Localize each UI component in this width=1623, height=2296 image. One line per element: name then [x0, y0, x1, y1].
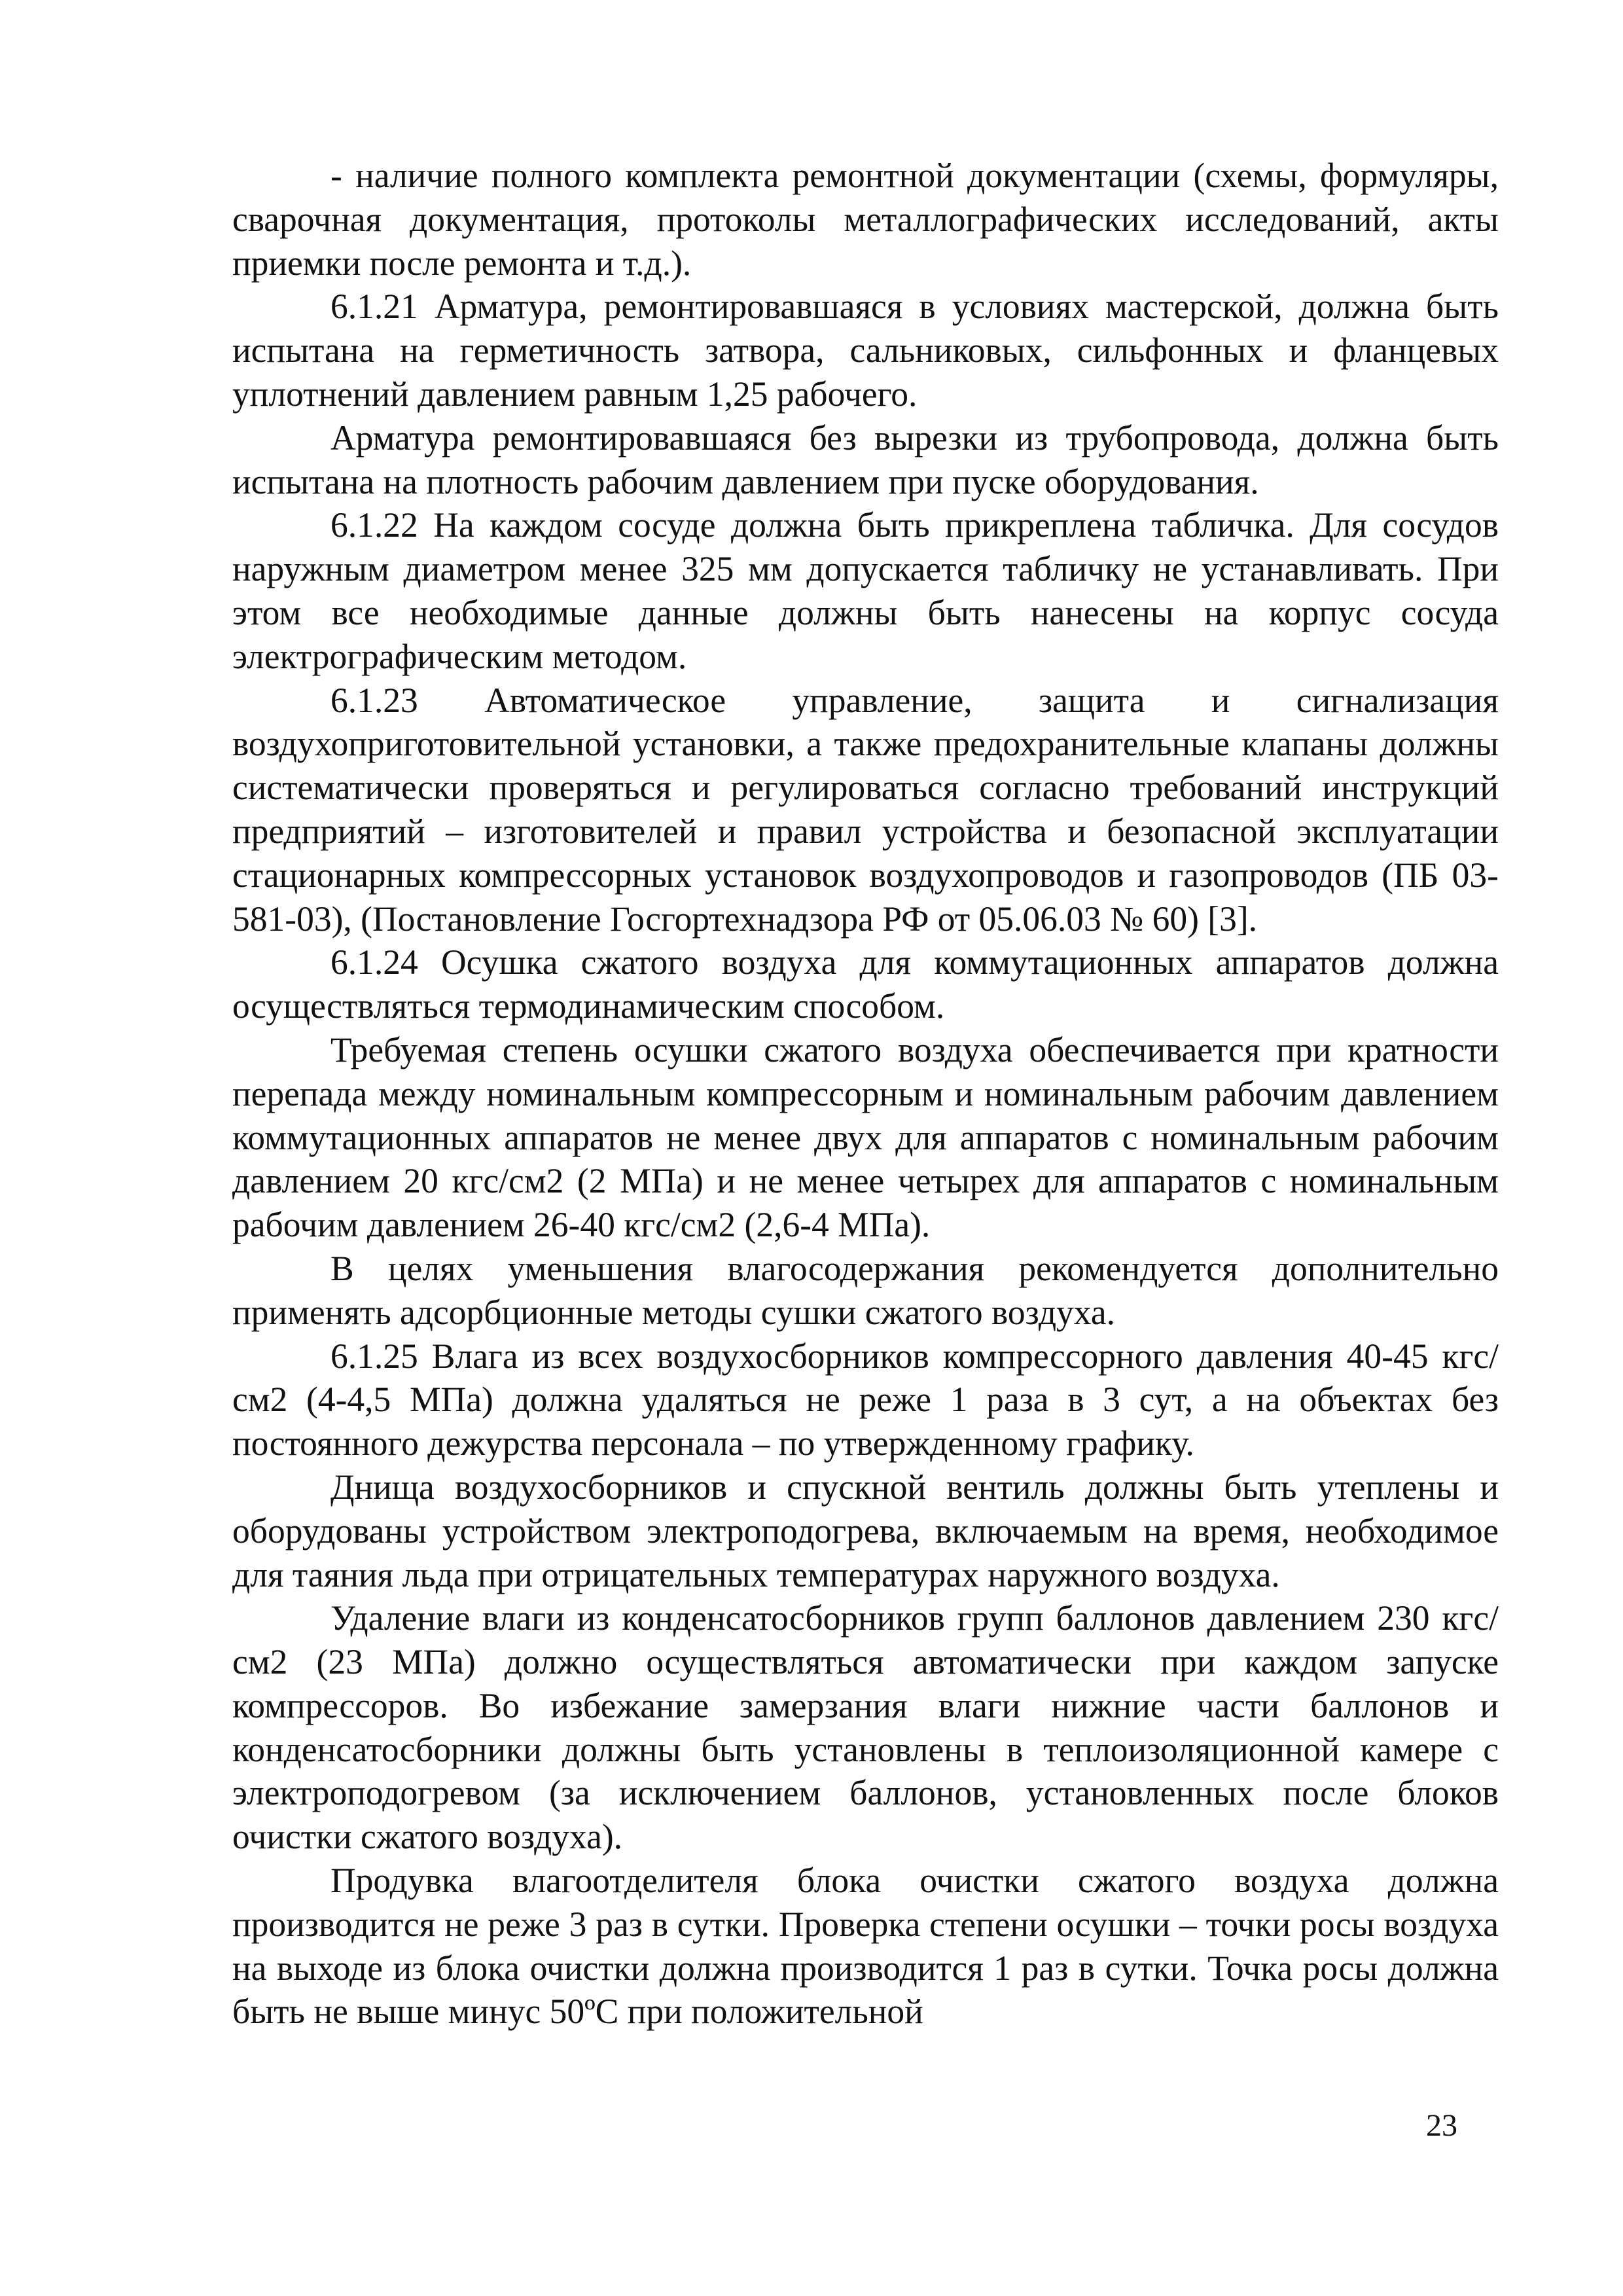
page-number: 23	[1426, 2108, 1457, 2143]
paragraph: - наличие полного комплекта ремонтной документации (схемы, формуляры, сварочная документация, протоколы металлографических исследований, акты приемки после ремонта и т.д.).	[232, 156, 1499, 283]
paragraph: Требуемая степень осушки сжатого воздуха обеспечивается при кратности перепада между номинальным компрессорным и номинальным рабочим давлением коммутационных аппаратов не менее двух для аппаратов с номинальным рабочим давлением 20 кгс/см2 (2 МПа) и не менее четырех для аппаратов с номинальным рабочим давлением 26-40 кгс/см2 (2,6-4 МПа).	[232, 1030, 1499, 1245]
paragraph: 6.1.24 Осушка сжатого воздуха для коммутационных аппаратов должна осуществляться термодинамическим способом.	[232, 942, 1499, 1026]
paragraph: 6.1.23 Автоматическое управление, защита и сигнализация воздухоприготовительной установки, а также предохранительные клапаны должны систематически проверяться и регулироваться согласно требований инструкций предприятий – изготовителей и правил устройства и безопасной эксплуатации стационарных компрессорных установок воздухопроводов и газопроводов (ПБ 03-581-03), (Постановление Госгортехнадзора РФ от 05.06.03 № 60) [3].	[232, 680, 1499, 939]
paragraph: 6.1.21 Арматура, ремонтировавшаяся в условиях мастерской, должна быть испытана на герметичность затвора, сальниковых, сильфонных и фланцевых уплотнений давлением равным 1,25 рабочего.	[232, 287, 1499, 414]
paragraph: Днища воздухосборников и спускной вентиль должны быть утеплены и оборудованы устройством электроподогрева, включаемым на время, необходимое для таяния льда при отрицательных температурах наружного воздуха.	[232, 1467, 1499, 1594]
paragraph: Удаление влаги из конденсатосборников групп баллонов давлением 230 кгс/см2 (23 МПа) должно осуществляться автоматически при каждом запуске компрессоров. Во избежание замерзания влаги нижние части баллонов и конденсатосборники должны быть установлены в теплоизоляционной камере с электроподогревом (за исключением баллонов, установленных после блоков очистки сжатого воздуха).	[232, 1598, 1499, 1857]
paragraph: 6.1.25 Влага из всех воздухосборников компрессорного давления 40-45 кгс/см2 (4-4,5 МПа) должна удаляться не реже 1 раза в 3 сут, а на объектах без постоянного дежурства персонала – по утвержденному графику.	[232, 1336, 1499, 1463]
paragraph: Продувка влагоотделителя блока очистки сжатого воздуха должна производится не реже 3 раз в сутки. Проверка степени осушки – точки росы воздуха на выходе из блока очистки должна производится 1 раз в сутки. Точка росы должна быть не выше минус 50ºC при положительной	[232, 1861, 1499, 2032]
document-body	[232, 154, 1499, 2034]
paragraph: Арматура ремонтировавшаяся без вырезки из трубопровода, должна быть испытана на плотность рабочим давлением при пуске оборудования.	[232, 418, 1499, 501]
paragraph: 6.1.22 На каждом сосуде должна быть прикреплена табличка. Для сосудов наружным диаметром менее 325 мм допускается табличку не устанавливать. При этом все необходимые данные должны быть нанесены на корпус сосуда электрографическим методом.	[232, 505, 1499, 676]
paragraph: В целях уменьшения влагосодержания рекомендуется дополнительно применять адсорбционные методы сушки сжатого воздуха.	[232, 1248, 1499, 1332]
